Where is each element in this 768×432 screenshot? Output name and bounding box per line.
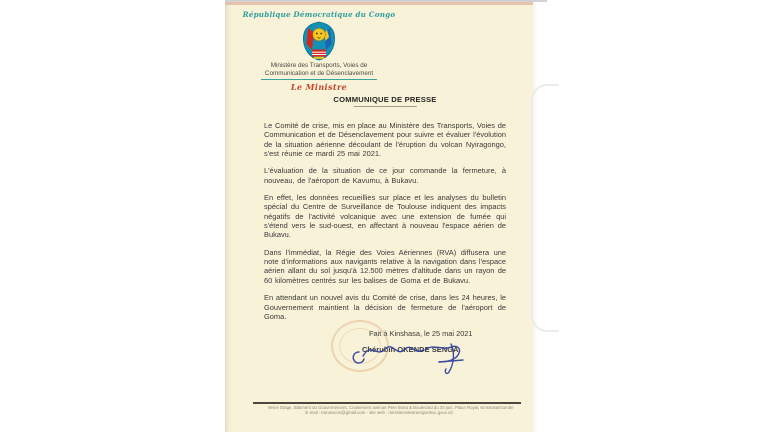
ministry-line-2: Communication et de Désenclavement [264, 69, 374, 77]
paragraph-5: En attendant un nouvel avis du Comité de crise, dans les 24 heures, le Gouvernement maintient la décision de fermeture de l'aéroport de Goma. [264, 293, 506, 321]
footer-divider [253, 402, 521, 404]
minister-title: Le Ministre [290, 82, 348, 93]
footer [225, 402, 533, 420]
footer-address: 9ème Etage, Bâtiment du Gouvernement, Croisement avenue Père Boka & Boulevard du 30 juin, Place Royal, Kinshasa/Gombe [268, 406, 514, 411]
paragraph-2: L'évaluation de la situation de ce jour commande la fermeture, à nouveau, de l'aéroport de Kavumu, à Bukavu. [264, 166, 506, 185]
document-title: COMMUNIQUE DE PRESSE [333, 95, 437, 104]
paragraph-4: Dans l'immédiat, la Régie des Voies Aériennes (RVA) diffusera une note d'informations aux navigants relative à la navigation dans l'espace aérien allant du sol jusqu'à 12.500 mètres d'altitude dans un rayon de 60 kilomètres centrés sur les balises de Goma et de Bukavu. [264, 247, 506, 285]
title-underline: ------------------------------------------ [353, 105, 417, 110]
folder-edge [531, 84, 559, 332]
letterhead-divider [261, 79, 377, 80]
page-top-fold [225, 2, 533, 5]
press-release-body [264, 95, 506, 354]
signature-handwriting-icon [351, 338, 471, 378]
country-name: République Démocratique du Congo [242, 10, 396, 19]
coat-of-arms-icon [298, 21, 340, 61]
footer-contact: E-mail : transvcom@gmail.com - site web : ministeredestransportsvc.gouv.cd [305, 411, 453, 416]
dateline: Fait à Kinshasa, le 25 mai 2021 [369, 329, 473, 339]
signatory-name: Chérubin OKENDE SENGA [362, 345, 459, 355]
letterhead [239, 10, 399, 92]
document-page [225, 0, 533, 432]
ministry-line-1: Ministère des Transports, Voies de [270, 62, 368, 69]
paragraph-3: En effet, les données recueillies sur place et les analyses du bulletin spécial du Centre de Surveillance de Toulouse indiquent des impacts négatifs de l'activité volcanique avec une extension de fumée qui s'étend vers le sud-ouest, en affectant à nouveau l'espace aérien de Bukavu. [264, 193, 506, 240]
paragraph-1: Le Comité de crise, mis en place au Ministère des Transports, Voies de Communication et de Désenclavement pour suivre et évaluer l'évolution de la situation aérienne découlant de l'éruption du volcan Nyiragongo, s'est réunie ce mardi 25 mai 2021. [264, 121, 506, 159]
